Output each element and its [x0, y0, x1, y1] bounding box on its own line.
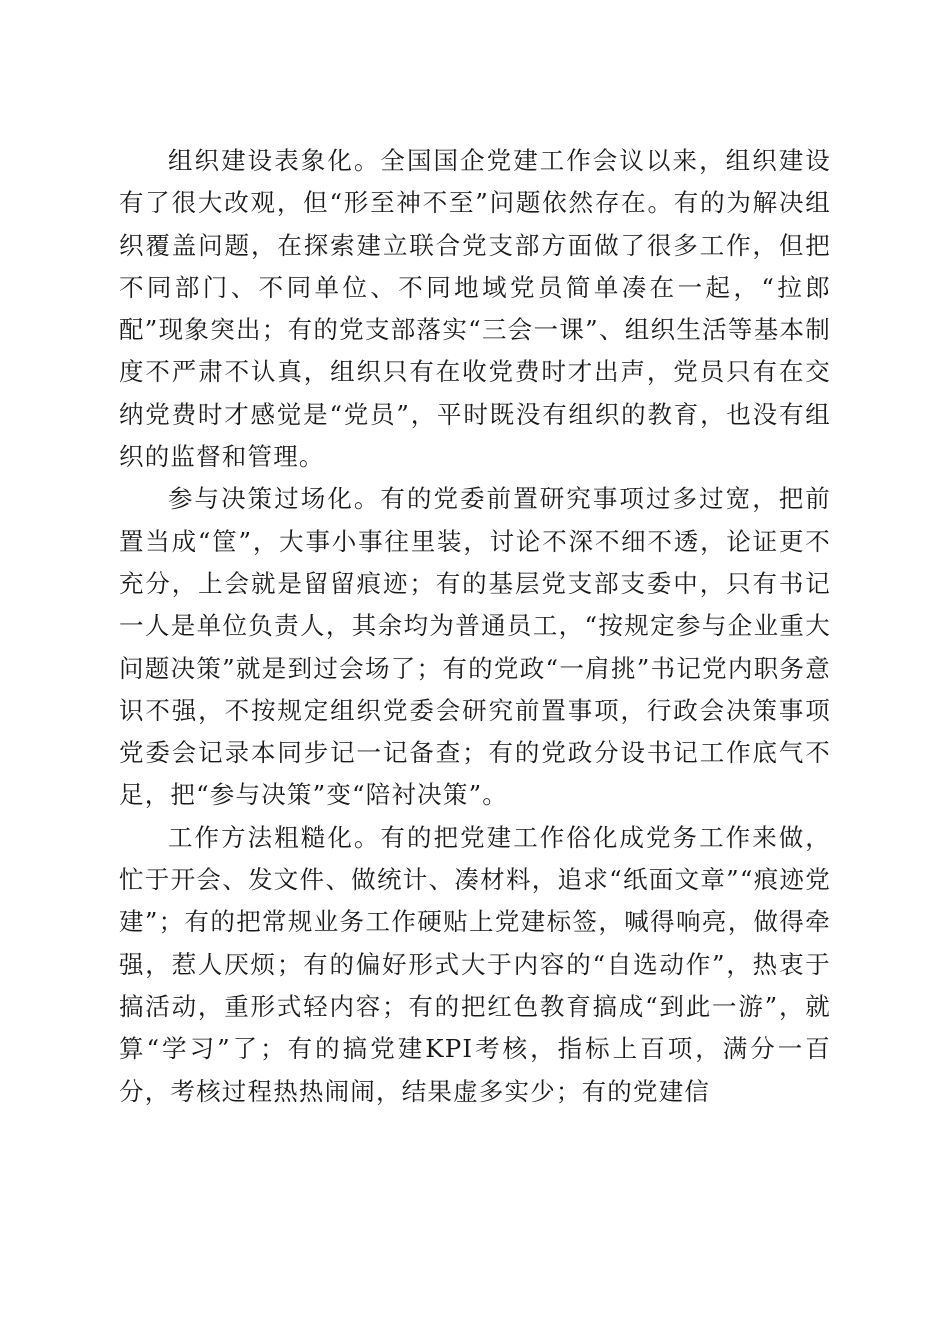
paragraph-work-methods: 工作方法粗糙化。有的把党建工作俗化成党务工作来做，忙于开会、发文件、做统计、凑材料，追求“纸面文章”“痕迹党建”；有的把常规业务工作硬贴上党建标签，喊得响亮，做得牵强，惹人厌烦；有的偏好形式大于内容的“自选动作”，热衷于搞活动，重形式轻内容；有的把红色教育搞成“到此一游”，就算“学习”了；有的搞党建KPI考核，指标上百项，满分一百分，考核过程热热闹闹，结果虚多实少；有的党建信: [119, 822, 831, 1106]
paragraph-organization-building: 组织建设表象化。全国国企党建工作会议以来，组织建设有了很大改观，但“形至神不至”问题依然存在。有的为解决组织覆盖问题，在探索建立联合党支部方面做了很多工作，但把不同部门、不同单位、不同地域党员简单凑在一起，“拉郎配”现象突出；有的党支部落实“三会一课”、组织生活等基本制度不严肃不认真，组织只有在收党费时才出声，党员只有在交纳党费时才感觉是“党员”，平时既没有组织的教育，也没有组织的监督和管理。: [119, 146, 831, 472]
paragraph-decision-participation: 参与决策过场化。有的党委前置研究事项过多过宽，把前置当成“筐”，大事小事往里装，讨论不深不细不透，论证更不充分，上会就是留留痕迹；有的基层党支部支委中，只有书记一人是单位负责人，其余均为普通员工，“按规定参与企业重大问题决策”就是到过会场了；有的党政“一肩挑”书记党内职务意识不强，不按规定组织党委会研究前置事项，行政会决策事项党委会记录本同步记一记备查；有的党政分设书记工作底气不足，把“参与决策”变“陪衬决策”。: [119, 484, 831, 810]
document-body: [119, 140, 831, 1113]
